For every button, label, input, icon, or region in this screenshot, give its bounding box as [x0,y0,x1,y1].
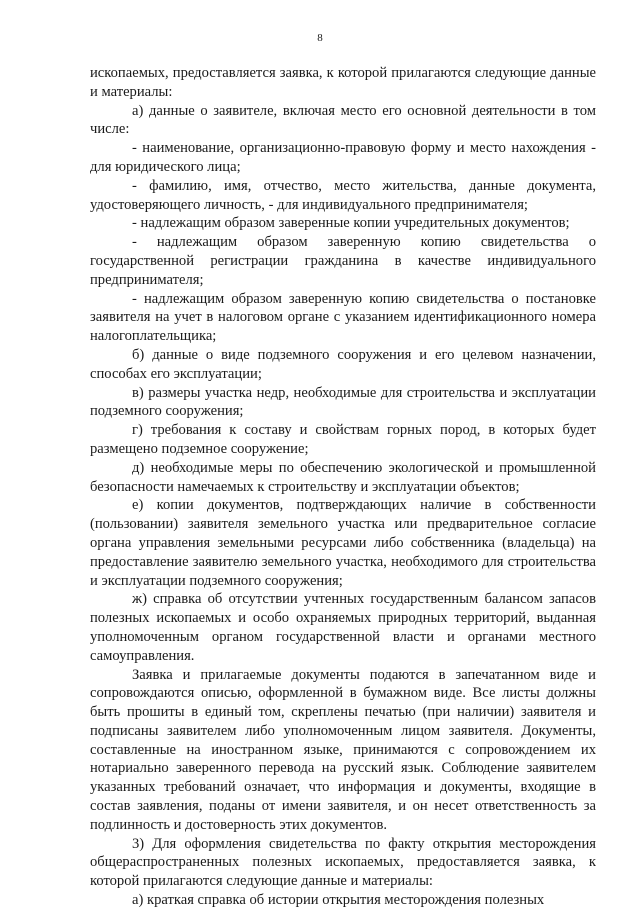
paragraph: - фамилию, имя, отчество, место жительства, данные документа, удостоверяющего личность, - для индивидуального предпринимателя; [90,177,596,213]
paragraph: 3) Для оформления свидетельства по факту открытия месторождения общераспространенных полезных ископаемых, предоставляется заявка, к которой прилагаются следующие данные и материалы: [90,835,596,890]
paragraph: ископаемых, предоставляется заявка, к которой прилагаются следующие данные и материалы: [90,65,596,100]
paragraph: - надлежащим образом заверенные копии учредительных документов; [132,215,570,232]
paragraph: - надлежащим образом заверенную копию свидетельства о государственной регистрации гражданина в качестве индивидуального предпринимателя; [90,234,596,288]
paragraph: д) необходимые меры по обеспечению экологической и промышленной безопасности намечаемых к строительству и эксплуатации объектов; [90,459,596,495]
paragraph: в) размеры участка недр, необходимые для строительства и эксплуатации подземного сооружения; [90,384,596,420]
page-number: 8 [317,32,323,44]
paragraph: Заявка и прилагаемые документы подаются в запечатанном виде и сопровождаются описью, оформленной в бумажном виде. Все листы должны быть прошиты в единый том, скреплены печатью (при наличии) заявителя и подписаны заявителем либо уполномоченным лицом заявителя. Документы, составленные на иностранном языке, принимаются с сопровождением их нотариально заверенного перевода на русский язык. Соблюдение заявителем указанных требований означает, что информация и документы, входящие в состав заявления, поданы от имени заявителя, и он несет ответственность за подлинность и достоверность этих документов. [90,666,596,833]
paragraph: - надлежащим образом заверенную копию свидетельства о постановке заявителя на учет в налоговом органе с указанием идентификационного номера налогоплательщика; [90,290,596,345]
paragraph: е) копии документов, подтверждающих наличие в собственности (пользовании) заявителя земельного участка или предварительное согласие органа управления земельными ресурсами либо собственника (владельца) на предоставление заявителю земельного участка, необходимого для строительства и эксплуатации подземного сооружения; [90,497,596,589]
paragraph: б) данные о виде подземного сооружения и его целевом назначении, способах его эксплуатации; [90,346,596,382]
document-body [90,64,596,910]
paragraph: г) требования к составу и свойствам горных пород, в которых будет размещено подземное сооружение; [90,422,596,457]
paragraph: а) данные о заявителе, включая место его основной деятельности в том числе: [90,102,596,138]
paragraph: ж) справка об отсутствии учтенных государственным балансом запасов полезных ископаемых и особо охраняемых природных территорий, выданная уполномоченным органом государственной власти и органами местного самоуправления. [90,591,596,664]
paragraph: - наименование, организационно-правовую форму и место нахождения - для юридического лица; [90,140,596,175]
paragraph: а) краткая справка об истории открытия месторождения полезных [132,892,545,909]
